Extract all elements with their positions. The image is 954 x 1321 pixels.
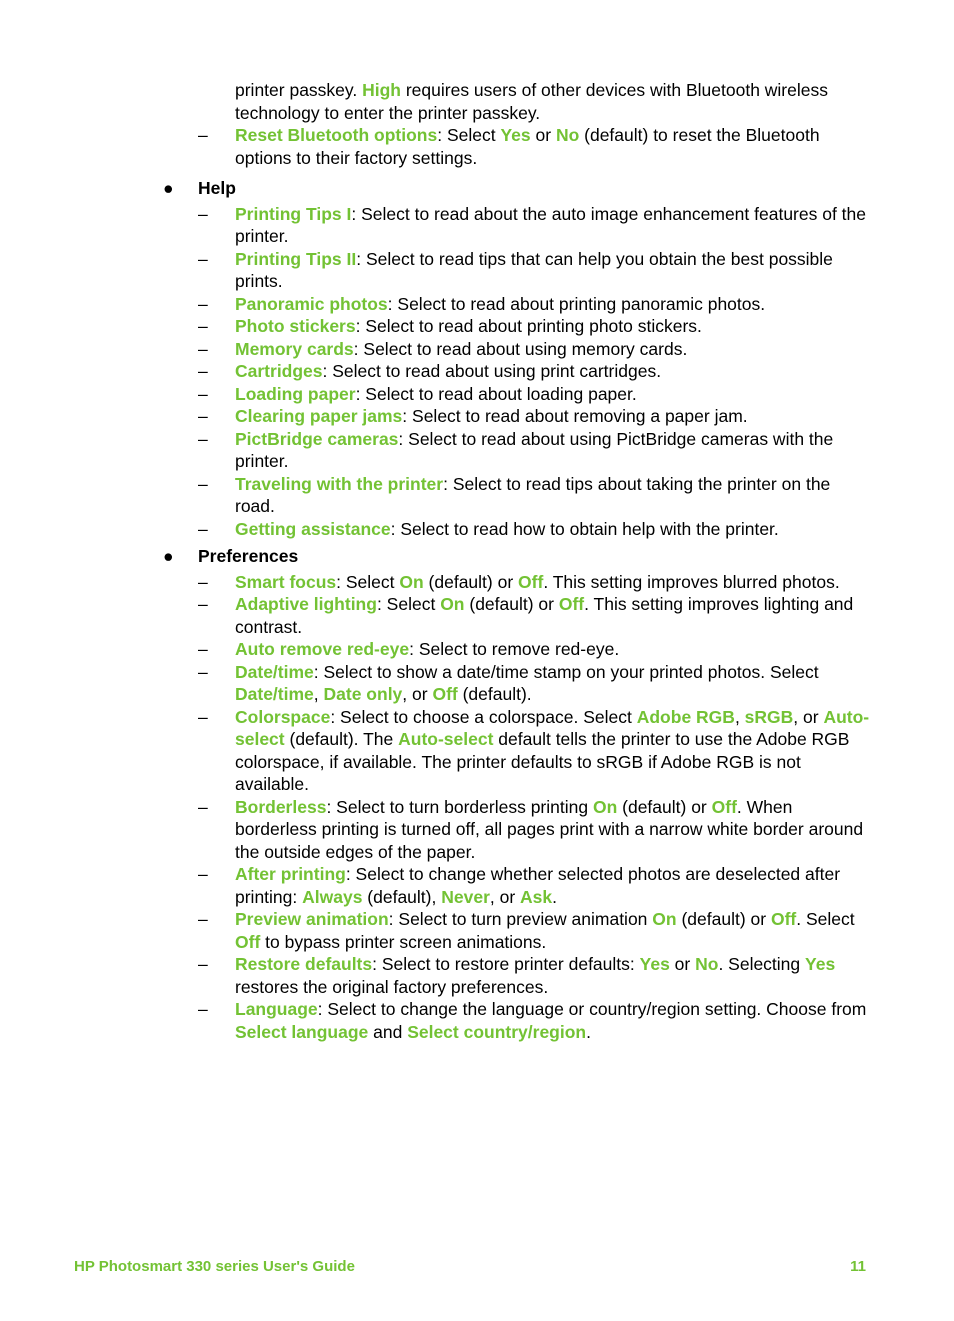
- page-content: [160, 79, 870, 1043]
- list-item: [160, 383, 870, 406]
- body-text: : Select to turn borderless printing: [326, 796, 593, 817]
- option-term: No: [695, 954, 719, 974]
- body-text: , or: [793, 706, 824, 727]
- passkey-continuation: [160, 79, 870, 124]
- bullet-marker: ●: [163, 546, 174, 566]
- dash-marker: –: [198, 796, 208, 817]
- list-item-text: [235, 406, 748, 426]
- body-text: restores the original factory preferences.: [235, 976, 549, 997]
- option-term: Traveling with the printer: [235, 473, 444, 494]
- option-term: Colorspace: [235, 706, 331, 727]
- list-item-text: [235, 429, 833, 472]
- body-text: (default) or: [464, 594, 559, 614]
- body-text: default tells the printer to use the Adobe RGB colorspace, if available. The printer defaults to sRGB if Adobe RGB is not available.: [235, 729, 850, 794]
- help-heading: [160, 177, 870, 200]
- body-text: : Select: [437, 125, 501, 145]
- dash-marker: –: [198, 383, 208, 404]
- list-item-text: [235, 662, 819, 705]
- option-term: Auto remove red-eye: [235, 639, 410, 659]
- option-term: Off: [432, 684, 458, 704]
- list-item: [160, 203, 870, 248]
- help-list: [160, 203, 870, 541]
- option-term: Off: [518, 571, 544, 592]
- option-term: Borderless: [235, 796, 327, 817]
- option-term: After printing: [235, 864, 346, 884]
- option-term: Off: [235, 931, 261, 952]
- body-text: ,: [313, 684, 324, 704]
- list-item: [160, 661, 870, 706]
- body-text: (default) to reset the Bluetooth options to their factory settings.: [235, 125, 820, 168]
- dash-marker: –: [198, 473, 208, 494]
- preferences-list: [160, 571, 870, 1044]
- body-text: (default) or: [676, 909, 771, 929]
- list-item: [160, 863, 870, 908]
- option-term: Cartridges: [235, 361, 323, 381]
- option-term: On: [592, 796, 618, 817]
- option-term: Ask: [520, 886, 553, 907]
- body-text: to bypass printer screen animations.: [260, 931, 547, 952]
- body-text: , or: [489, 886, 521, 907]
- dash-marker: –: [198, 338, 208, 359]
- body-text: : Select to show a date/time stamp on your printed photos. Select: [313, 661, 819, 682]
- option-term: Preview animation: [235, 909, 389, 929]
- list-item-text: [235, 474, 830, 517]
- option-term: Photo stickers: [235, 316, 356, 336]
- reset-bluetooth-text: [235, 125, 820, 168]
- option-term: Clearing paper jams: [235, 406, 403, 426]
- body-text: : Select to read about using memory cards.: [353, 338, 688, 359]
- body-text: . This setting improves blurred photos.: [543, 571, 840, 592]
- list-item-text: [235, 909, 855, 952]
- list-item-text: [235, 294, 765, 314]
- option-term: Off: [770, 909, 797, 929]
- body-text: (default),: [362, 886, 442, 907]
- body-text: . Selecting: [718, 954, 806, 974]
- body-text: : Select to read about using PictBridge cameras with the printer.: [235, 428, 834, 471]
- option-term: Panoramic photos: [235, 293, 388, 314]
- body-text: or: [530, 125, 556, 145]
- list-item-text: [235, 954, 835, 997]
- option-term: Auto-select: [235, 706, 870, 749]
- list-item: [160, 293, 870, 316]
- dash-marker: –: [198, 203, 208, 224]
- body-text: , or: [402, 684, 433, 704]
- option-term: Off: [558, 594, 585, 614]
- list-item-text: [235, 864, 840, 907]
- option-term: High: [362, 80, 401, 100]
- list-item: [160, 315, 870, 338]
- option-term: Restore defaults: [235, 954, 373, 974]
- body-text: : Select to read tips that can help you obtain the best possible prints.: [235, 248, 833, 291]
- option-term: Memory cards: [235, 338, 354, 359]
- dash-marker: –: [198, 428, 208, 449]
- dash-marker: –: [198, 661, 208, 682]
- list-item-text: [235, 519, 779, 539]
- option-term: Auto-select: [398, 729, 494, 749]
- option-term: Date/time: [235, 684, 314, 704]
- body-text: ,: [734, 706, 745, 727]
- option-term: On: [440, 594, 465, 614]
- dash-marker: –: [198, 594, 208, 614]
- body-text: : Select to change the language or country/region setting. Choose from: [317, 999, 867, 1019]
- body-text: or: [669, 954, 696, 974]
- option-term: Never: [441, 886, 490, 907]
- option-term: No: [555, 125, 580, 145]
- page-footer: [74, 1258, 866, 1275]
- list-item-text: [235, 594, 853, 637]
- list-item-text: [235, 249, 833, 292]
- option-term: Date only: [323, 684, 403, 704]
- dash-marker: –: [198, 248, 208, 269]
- list-item-text: [235, 707, 869, 795]
- list-item: [160, 998, 870, 1043]
- body-text: (default) or: [423, 571, 519, 592]
- dash-marker: –: [198, 864, 208, 884]
- option-term: Off: [711, 796, 737, 817]
- option-term: Loading paper: [235, 383, 356, 404]
- list-item-text: [235, 339, 687, 359]
- list-item-text: [235, 204, 866, 247]
- body-text: . When borderless printing is turned off, all pages print with a narrow white border around the outside edges of the paper.: [235, 796, 864, 862]
- list-item: [160, 908, 870, 953]
- option-term: Select country/region: [407, 1021, 587, 1042]
- list-item: [160, 571, 870, 594]
- dash-marker: –: [198, 406, 208, 426]
- list-item-text: [235, 316, 702, 336]
- list-item: [160, 706, 870, 796]
- body-text: : Select to read about loading paper.: [355, 383, 637, 404]
- dash-marker: –: [198, 706, 208, 727]
- body-text: .: [552, 886, 558, 907]
- body-text: : Select to read tips about taking the printer on the road.: [235, 473, 831, 516]
- list-item: [160, 953, 870, 998]
- dash-marker: –: [198, 909, 208, 929]
- option-term: On: [399, 571, 424, 592]
- help-heading-label: Help: [198, 178, 236, 198]
- body-text: (default).: [457, 684, 532, 704]
- option-term: Smart focus: [235, 571, 337, 592]
- option-term: Reset Bluetooth options: [235, 125, 438, 145]
- dash-marker: –: [198, 954, 208, 974]
- list-item: [160, 796, 870, 864]
- body-text: . This setting improves lighting and contrast.: [235, 594, 854, 637]
- dash-marker: –: [198, 316, 208, 336]
- list-item: [160, 518, 870, 541]
- option-term: Yes: [639, 954, 670, 974]
- option-term: On: [652, 909, 677, 929]
- body-text: .: [586, 1021, 591, 1042]
- body-text: . Select: [796, 909, 855, 929]
- dash-marker: –: [198, 639, 208, 659]
- option-term: Date/time: [235, 661, 314, 682]
- body-text: and: [368, 1021, 408, 1042]
- list-item: [160, 248, 870, 293]
- body-text: : Select to remove red-eye.: [409, 639, 620, 659]
- body-text: : Select to choose a colorspace. Select: [330, 706, 637, 727]
- footer-title: HP Photosmart 330 series User's Guide: [74, 1258, 355, 1275]
- list-item: [160, 405, 870, 428]
- dash-marker: –: [198, 571, 208, 592]
- dash-marker: –: [198, 293, 208, 314]
- dash-marker: –: [198, 999, 208, 1019]
- body-text: : Select to read about using print cartridges.: [322, 361, 662, 381]
- list-item-text: [235, 384, 637, 404]
- body-text: : Select to read about printing panoramic photos.: [387, 293, 766, 314]
- option-term: Printing Tips I: [235, 203, 352, 224]
- option-term: PictBridge cameras: [235, 428, 399, 449]
- dash-marker: –: [198, 518, 208, 539]
- list-item-text: [235, 639, 619, 659]
- option-term: Yes: [500, 125, 531, 145]
- dash-marker: –: [198, 361, 208, 381]
- option-term: Adobe RGB: [636, 706, 735, 727]
- option-term: Getting assistance: [235, 518, 391, 539]
- reset-bluetooth-item: [160, 124, 870, 169]
- dash-marker: –: [198, 125, 208, 145]
- option-term: Yes: [805, 954, 836, 974]
- bullet-marker: ●: [163, 178, 174, 198]
- list-item-text: [235, 361, 661, 381]
- body-text: printer passkey.: [235, 80, 363, 100]
- option-term: sRGB: [744, 706, 794, 727]
- body-text: : Select to read how to obtain help with the printer.: [390, 518, 779, 539]
- list-item: [160, 338, 870, 361]
- body-text: (default) or: [617, 796, 712, 817]
- body-text: : Select to read about the auto image enhancement features of the printer.: [235, 203, 867, 246]
- body-text: : Select: [336, 571, 400, 592]
- list-item: [160, 428, 870, 473]
- list-item: [160, 593, 870, 638]
- body-text: : Select to change whether selected photos are deselected after printing:: [235, 864, 841, 907]
- list-item-text: [235, 999, 866, 1042]
- list-item-text: [235, 572, 840, 592]
- body-text: : Select to turn preview animation: [388, 909, 653, 929]
- option-term: Select language: [235, 1021, 369, 1042]
- body-text: (default). The: [284, 729, 399, 749]
- list-item: [160, 360, 870, 383]
- preferences-heading: [160, 545, 870, 568]
- option-term: Adaptive lighting: [235, 594, 377, 614]
- option-term: Always: [302, 886, 363, 907]
- option-term: Printing Tips II: [235, 248, 357, 269]
- page-number: 11: [850, 1258, 866, 1275]
- body-text: : Select to restore printer defaults:: [372, 954, 640, 974]
- preferences-heading-label: Preferences: [198, 546, 299, 566]
- option-term: Language: [235, 999, 318, 1019]
- list-item-text: [235, 797, 863, 862]
- list-item: [160, 473, 870, 518]
- body-text: : Select to read about removing a paper jam.: [402, 406, 748, 426]
- body-text: requires users of other devices with Bluetooth wireless technology to enter the printer passkey.: [235, 80, 828, 123]
- list-item: [160, 638, 870, 661]
- body-text: : Select: [376, 594, 441, 614]
- body-text: : Select to read about printing photo stickers.: [355, 316, 702, 336]
